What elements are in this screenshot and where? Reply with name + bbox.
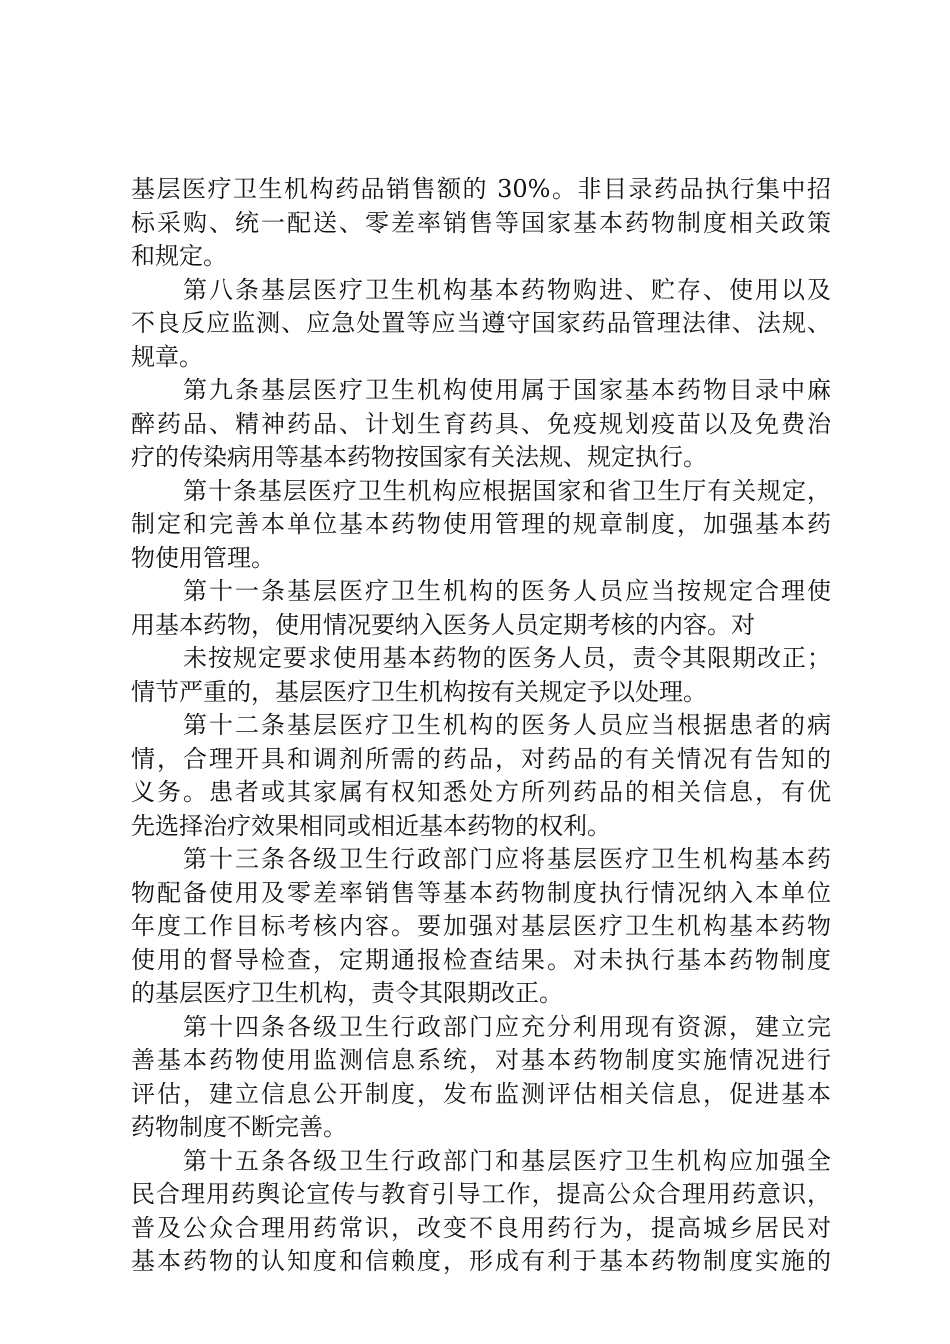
text-line: 基层医疗卫生机构药品销售额的 30%。非目录药品执行集中招 xyxy=(131,175,831,203)
text-line: 义务。患者或其家属有权知悉处方所列药品的相关信息，有优 xyxy=(131,778,831,806)
text-line: 先选择治疗效果相同或相近基本药物的权利。 xyxy=(131,811,611,840)
text-line: 评估，建立信息公开制度，发布监测评估相关信息，促进基本 xyxy=(131,1079,831,1108)
text-line: 基本药物的认知度和信赖度，形成有利于基本药物制度实施的 xyxy=(131,1247,831,1275)
text-line: 第十一条基层医疗卫生机构的医务人员应当按规定合理使 xyxy=(183,577,831,605)
text-line: 第十三条各级卫生行政部门应将基层医疗卫生机构基本药 xyxy=(183,845,831,873)
text-line: 年度工作目标考核内容。要加强对基层医疗卫生机构基本药物 xyxy=(131,912,831,940)
text-line: 用基本药物，使用情况要纳入医务人员定期考核的内容。对 xyxy=(131,610,755,639)
text-line: 不良反应监测、应急处置等应当遵守国家药品管理法律、法规、 xyxy=(131,309,831,337)
text-line: 制定和完善本单位基本药物使用管理的规章制度，加强基本药 xyxy=(131,510,831,538)
text-line: 普及公众合理用药常识，改变不良用药行为，提高城乡居民对 xyxy=(131,1213,831,1242)
text-line: 使用的督导检查，定期通报检查结果。对未执行基本药物制度 xyxy=(131,945,831,974)
text-line: 疗的传染病用等基本药物按国家有关法规、规定执行。 xyxy=(131,443,707,471)
text-line: 第十五条各级卫生行政部门和基层医疗卫生机构应加强全 xyxy=(183,1146,831,1175)
text-line: 醉药品、精神药品、计划生育药具、免疫规划疫苗以及免费治 xyxy=(131,409,831,438)
text-line: 善基本药物使用监测信息系统，对基本药物制度实施情况进行 xyxy=(131,1046,831,1074)
text-line: 和规定。 xyxy=(131,242,227,270)
text-line: 第八条基层医疗卫生机构基本药物购进、贮存、使用以及 xyxy=(183,275,831,304)
text-line: 标采购、统一配送、零差率销售等国家基本药物制度相关政策 xyxy=(131,208,831,237)
text-line: 第十二条基层医疗卫生机构的医务人员应当根据患者的病 xyxy=(183,711,831,739)
text-line: 第九条基层医疗卫生机构使用属于国家基本药物目录中麻 xyxy=(183,376,831,404)
text-line: 民合理用药舆论宣传与教育引导工作，提高公众合理用药意识， xyxy=(131,1180,831,1208)
text-line: 的基层医疗卫生机构，责令其限期改正。 xyxy=(131,979,563,1007)
text-line: 物使用管理。 xyxy=(131,543,275,572)
text-line: 药物制度不断完善。 xyxy=(131,1113,347,1141)
text-line: 未按规定要求使用基本药物的医务人员，责令其限期改正； xyxy=(183,644,831,672)
text-line: 第十四条各级卫生行政部门应充分利用现有资源，建立完 xyxy=(183,1012,831,1041)
text-line: 情节严重的，基层医疗卫生机构按有关规定予以处理。 xyxy=(131,677,707,706)
text-line: 第十条基层医疗卫生机构应根据国家和省卫生厅有关规定， xyxy=(183,476,831,505)
text-line: 物配备使用及零差率销售等基本药物制度执行情况纳入本单位 xyxy=(131,878,831,907)
text-line: 规章。 xyxy=(131,342,203,371)
document-body xyxy=(131,173,831,1279)
text-line: 情，合理开具和调剂所需的药品，对药品的有关情况有告知的 xyxy=(131,744,831,773)
